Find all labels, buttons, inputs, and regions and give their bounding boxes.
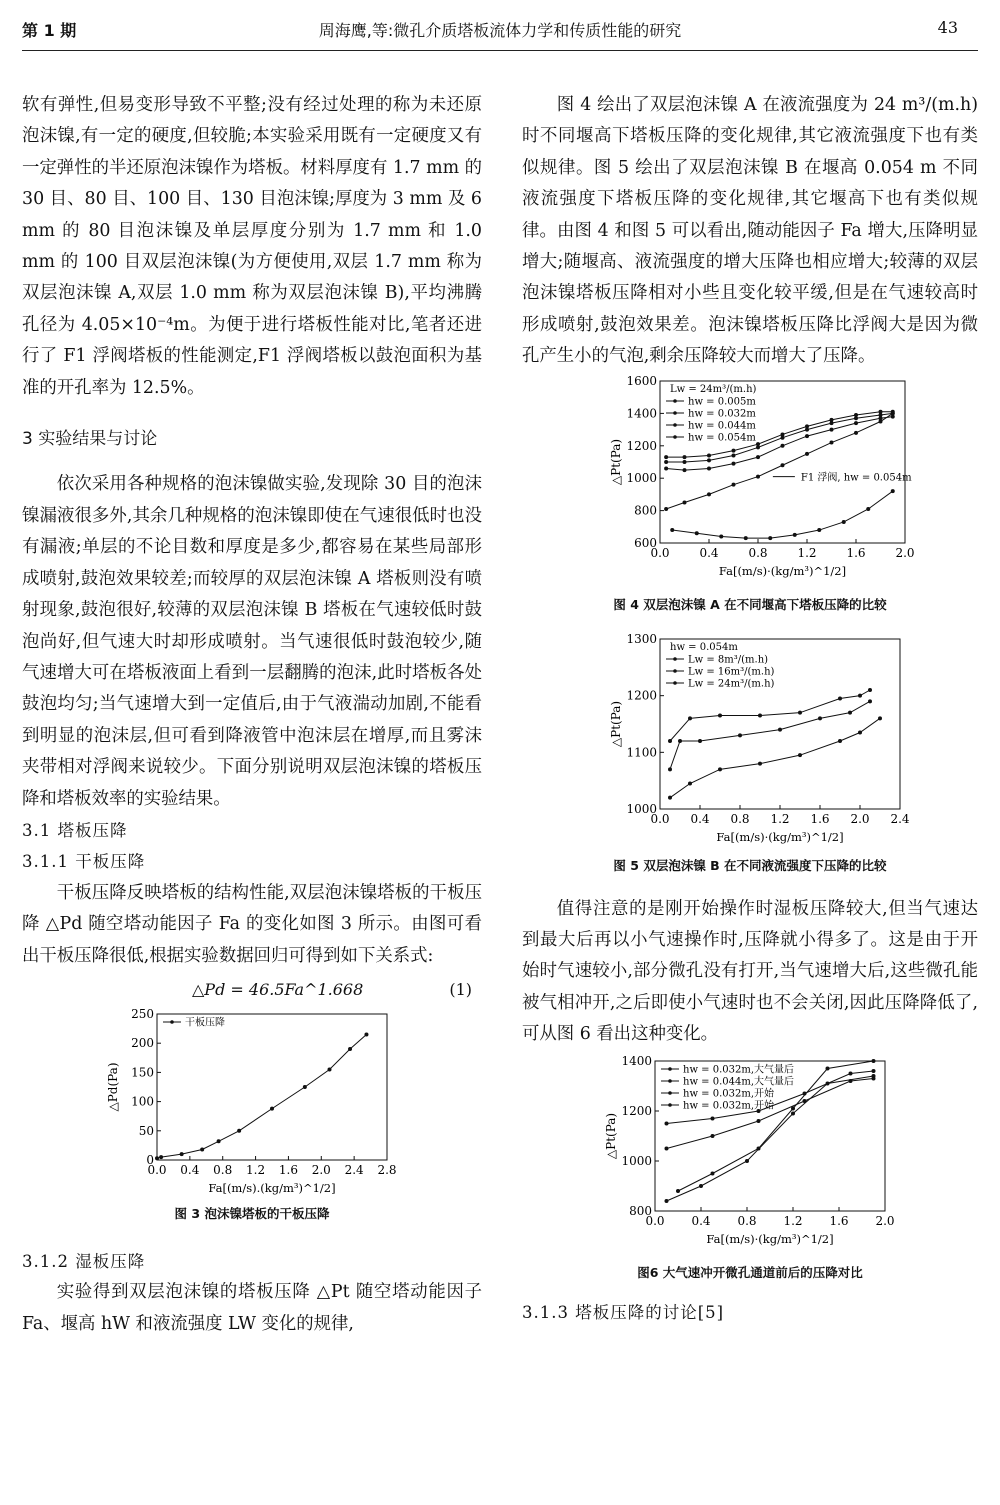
y-tick-label: 800: [634, 503, 657, 518]
subsection-heading: 3.1.3 塔板压降的讨论[5]: [522, 1302, 725, 1322]
x-tick-label: 2.0: [895, 545, 915, 560]
x-tick-label: 0.8: [737, 1213, 757, 1228]
paragraph: 图 4 绘出了双层泡沫镍 A 在液流强度为 24 m³/(m.h) 时不同堰高下塔板压降的变化规律,其它液流强度下也有类似规律。图 5 绘出了双层泡沫镍 B 在堰高 0.054 m 不同液流强度下塔板压降的变化规律,其它堰高下也有类似规律。由图 4 和图 5 可以看出,随动能因子 Fa 增大,压降明显增大;随堰高、液流强度的增大压降也相应增大;较薄的双层泡沫镍塔板压降相对小些且变化较平缓,但是在气速较高时形成喷射,鼓泡效果差。泡沫镍塔板压降比浮阀大是因为微孔产生小的气泡,剩余压降较大而增大了压降。: [522, 95, 978, 367]
data-point: [805, 434, 809, 438]
y-tick-label: 1100: [626, 744, 657, 759]
section-heading: 3 实验结果与讨论: [22, 429, 158, 450]
legend-marker: [668, 1079, 672, 1083]
figure-4-chart: [585, 373, 915, 593]
y-tick-label: 1300: [626, 631, 657, 646]
data-point: [805, 452, 809, 456]
x-tick-label: 0.0: [650, 545, 670, 560]
y-tick-label: 150: [131, 1065, 154, 1080]
data-point: [791, 1111, 795, 1115]
x-tick-label: 1.6: [829, 1213, 849, 1228]
data-point: [842, 520, 846, 524]
data-point: [768, 536, 772, 540]
data-point: [872, 1069, 876, 1073]
data-point: [793, 533, 797, 537]
x-tick-label: 2.8: [377, 1162, 397, 1177]
data-point: [303, 1085, 307, 1089]
data-point: [879, 409, 883, 413]
data-point: [683, 455, 687, 459]
data-point: [891, 489, 895, 493]
x-tick-label: 1.2: [770, 811, 790, 826]
y-tick-label: 1400: [626, 406, 657, 421]
equation-text: △Pd = 46.5Fa^1.668: [192, 979, 364, 999]
x-tick-label: 1.6: [846, 545, 866, 560]
data-point: [868, 688, 872, 692]
data-point: [798, 753, 802, 757]
data-point: [781, 463, 785, 467]
data-point: [818, 716, 822, 720]
data-point: [328, 1067, 332, 1071]
x-tick-label: 0.0: [650, 811, 670, 826]
y-axis-label: △Pt(Pa): [604, 1112, 618, 1159]
legend-marker: [673, 669, 677, 673]
data-point: [217, 1139, 221, 1143]
figure-caption: 图6 大气速冲开微孔通道前后的压降对比: [637, 1264, 863, 1280]
plot-frame: [157, 1014, 387, 1160]
y-tick-label: 100: [131, 1094, 154, 1109]
data-point: [826, 1066, 830, 1070]
data-point: [830, 440, 834, 444]
legend-label: hw = 0.032m: [688, 408, 756, 420]
y-tick-label: 1200: [621, 1103, 652, 1118]
data-point: [732, 461, 736, 465]
legend-marker: [673, 399, 677, 403]
x-tick-label: 2.4: [890, 811, 910, 826]
legend-label: Lw = 8m³/(m.h): [688, 654, 769, 666]
data-point: [848, 710, 852, 714]
data-point: [707, 458, 711, 462]
y-tick-label: 50: [138, 1123, 154, 1138]
figure-3-chart: [102, 1002, 402, 1202]
data-point: [756, 474, 760, 478]
legend-label: hw = 0.032m,开始: [683, 1100, 775, 1112]
data-point: [707, 466, 711, 470]
data-point: [817, 528, 821, 532]
issue-label: 第 1 期: [22, 21, 77, 40]
figure-caption: 图 4 双层泡沫镍 A 在不同堰高下塔板压降的比较: [613, 596, 887, 612]
y-tick-label: 1000: [626, 470, 657, 485]
data-point: [805, 424, 809, 428]
equation: [22, 972, 482, 1002]
figure-5-chart: [585, 629, 915, 854]
data-point: [665, 1199, 669, 1203]
data-point: [732, 453, 736, 457]
x-axis-label: Fa[(m/s)·(kg/m³)^1/2]: [716, 829, 844, 844]
data-point: [688, 781, 692, 785]
x-tick-label: 1.2: [246, 1162, 266, 1177]
data-point: [757, 1119, 761, 1123]
data-point: [830, 418, 834, 422]
subsection-heading: 3.1.1 干板压降: [22, 852, 146, 872]
data-point: [781, 443, 785, 447]
figure-caption: 图 3 泡沫镍塔板的干板压降: [174, 1205, 330, 1221]
data-point: [830, 427, 834, 431]
data-point: [744, 536, 748, 540]
data-point: [270, 1107, 274, 1111]
series-line: [672, 491, 893, 538]
x-tick-label: 0.4: [699, 545, 719, 560]
data-point: [745, 1159, 749, 1163]
data-point: [778, 727, 782, 731]
figure-3: [22, 1002, 482, 1224]
figure-caption: 图 5 双层泡沫镍 B 在不同液流强度下压降的比较: [613, 857, 887, 873]
data-point: [858, 730, 862, 734]
x-tick-label: 0.0: [645, 1213, 665, 1228]
series-line: [157, 1034, 366, 1158]
legend-marker: [668, 1103, 672, 1107]
legend-label: hw = 0.044m,大气量后: [683, 1076, 795, 1088]
data-point: [200, 1147, 204, 1151]
y-tick-label: 600: [634, 535, 657, 550]
header-rule: [22, 50, 978, 51]
x-axis-label: Fa[(m/s)·(kg/m³)^1/2]: [718, 563, 847, 578]
data-point: [678, 739, 682, 743]
legend-marker: [673, 411, 677, 415]
data-point: [683, 500, 687, 504]
x-tick-label: 2.0: [311, 1162, 331, 1177]
legend-marker: [668, 1091, 672, 1095]
running-title: 周海鹰,等:微孔介质塔板流体力学和传质性能的研究: [318, 21, 682, 40]
right-column: [522, 90, 978, 1328]
y-axis-label: △Pd(Pa): [106, 1062, 120, 1112]
data-point: [664, 466, 668, 470]
y-axis-label: △Pt(Pa): [609, 438, 623, 485]
subsection-heading: 3.1.2 湿板压降: [22, 1251, 146, 1271]
x-tick-label: 0.4: [180, 1162, 200, 1177]
data-point: [668, 767, 672, 771]
x-axis-label: Fa[(m/s).(kg/m³)^1/2]: [208, 1180, 336, 1195]
y-tick-label: 800: [629, 1203, 652, 1218]
data-point: [891, 411, 895, 415]
x-tick-label: 0.4: [691, 1213, 711, 1228]
data-point: [699, 1184, 703, 1188]
y-axis-label: △Pt(Pa): [609, 700, 623, 747]
data-point: [756, 442, 760, 446]
equation-number: (1): [449, 979, 472, 999]
legend-label: hw = 0.032m,开始: [683, 1088, 775, 1100]
y-tick-label: 200: [131, 1036, 154, 1051]
paragraph: 依次采用各种规格的泡沫镍做实验,发现除 30 目的泡沫镍漏液很多外,其余几种规格的泡沫镍即使在气速很低时也没有漏液;单层的不论目数和厚度是多少,都容易在某些局部形成喷射,鼓泡效果较差;而较厚的双层泡沫镍 A 塔板则没有喷射现象,鼓泡很好,较薄的双层泡沫镍 B 塔板在气速较低时鼓泡尚好,但气速大时却形成喷射。当气速很低时鼓泡较少,随气速增大可在塔板液面上看到一层翻腾的泡沫,此时塔板各处鼓泡均匀;当气速增大到一定值后,由于气液湍动加剧,不能看到明显的泡沫层,但可看到降液管中泡沫层在增厚,而且雾沫夹带相对浮阀来说较少。下面分别说明双层泡沫镍的塔板压降和塔板效率的实验结果。: [22, 474, 482, 809]
data-point: [732, 482, 736, 486]
x-tick-label: 1.6: [810, 811, 830, 826]
legend-label: hw = 0.044m: [688, 420, 756, 432]
data-point: [180, 1152, 184, 1156]
data-point: [664, 460, 668, 464]
y-tick-label: 1200: [626, 688, 657, 703]
x-tick-label: 0.8: [730, 811, 750, 826]
paragraph: 干板压降反映塔板的结构性能,双层泡沫镍塔板的干板压降 △Pd 随空塔动能因子 Fa 的变化如图 3 所示。由图可看出干板压降很低,根据实验数据回归可得到如下关系式:: [22, 882, 482, 966]
data-point: [683, 468, 687, 472]
data-point: [668, 739, 672, 743]
x-axis-label: Fa[(m/s)·(kg/m³)^1/2]: [706, 1231, 834, 1246]
data-point: [698, 739, 702, 743]
data-point: [791, 1106, 795, 1110]
legend-label: Lw = 24m³/(m.h): [688, 678, 775, 690]
data-point: [664, 507, 668, 511]
legend-marker: [673, 435, 677, 439]
data-point: [798, 710, 802, 714]
data-point: [711, 1116, 715, 1120]
data-point: [237, 1129, 241, 1133]
data-point: [732, 448, 736, 452]
legend-label: hw = 0.032m,大气量后: [683, 1064, 795, 1076]
legend-label: 干板压降: [185, 1017, 225, 1029]
x-tick-label: 0.4: [690, 811, 710, 826]
paragraph: 软有弹性,但易变形导致不平整;没有经过处理的称为未还原泡沫镍,有一定的硬度,但较脆;本实验采用既有一定硬度又有一定弹性的半还原泡沫镍作为塔板。材料厚度有 1.7 mm 的 30 目、80 目、100 目、130 目泡沫镍;厚度为 3 mm 及 6 mm 的 80 目泡沫镍及单层厚度分别为 1.7 mm 和 1.0 mm 的 100 目双层泡沫镍(为方便使用,双层 1.7 mm 称为双层泡沫镍 A,双层 1.0 mm 称为双层泡沫镍 B),平均沸腾孔径为 4.05×10⁻⁴m。为便于进行塔板性能对比,笔者还进行了 F1 浮阀塔板的性能测定,F1 浮阀塔板以鼓泡面积为基准的开孔率为 12.5%。: [22, 95, 482, 398]
y-tick-label: 0: [146, 1152, 154, 1167]
x-tick-label: 2.4: [344, 1162, 364, 1177]
data-point: [872, 1059, 876, 1063]
data-point: [719, 534, 723, 538]
data-point: [872, 1074, 876, 1078]
subsection-heading: 3.1 塔板压降: [22, 820, 128, 840]
data-point: [878, 716, 882, 720]
legend-marker: [673, 681, 677, 685]
page-header: [22, 10, 978, 50]
data-point: [838, 696, 842, 700]
x-tick-label: 0.0: [147, 1162, 167, 1177]
figure-6-chart: [595, 1051, 905, 1261]
x-tick-label: 2.0: [875, 1213, 895, 1228]
legend-marker: [170, 1020, 174, 1024]
data-point: [758, 713, 762, 717]
left-column: [22, 90, 482, 1340]
data-point: [826, 1081, 830, 1085]
legend-label: hw = 0.054m: [688, 432, 756, 444]
figure-5: [522, 629, 978, 876]
y-tick-label: 1000: [621, 1153, 652, 1168]
data-point: [718, 767, 722, 771]
legend-marker: [673, 423, 677, 427]
x-tick-label: 1.2: [783, 1213, 803, 1228]
data-point: [364, 1032, 368, 1036]
y-tick-label: 1600: [626, 373, 657, 388]
data-point: [670, 528, 674, 532]
legend-title: Lw = 24m³/(m.h): [670, 383, 757, 395]
data-point: [688, 716, 692, 720]
legend-label: F1 浮阀, hw = 0.054m: [800, 472, 912, 484]
figure-4: [522, 373, 978, 615]
data-point: [711, 1171, 715, 1175]
data-point: [858, 693, 862, 697]
y-tick-label: 1400: [621, 1053, 652, 1068]
y-tick-label: 250: [131, 1006, 154, 1021]
x-tick-label: 0.8: [748, 545, 768, 560]
data-point: [668, 795, 672, 799]
legend-label: Lw = 16m³/(m.h): [688, 666, 775, 678]
y-tick-label: 1000: [626, 801, 657, 816]
data-point: [738, 733, 742, 737]
data-point: [707, 453, 711, 457]
data-point: [758, 761, 762, 765]
data-point: [665, 1121, 669, 1125]
data-point: [854, 413, 858, 417]
data-point: [695, 531, 699, 535]
legend-label: hw = 0.005m: [688, 396, 756, 408]
figure-6: [522, 1051, 978, 1283]
data-point: [676, 1189, 680, 1193]
data-point: [683, 460, 687, 464]
x-tick-label: 1.6: [278, 1162, 298, 1177]
data-point: [756, 455, 760, 459]
data-point: [757, 1146, 761, 1150]
paragraph: 值得注意的是刚开始操作时湿板压降较大,但当气速达到最大后再以小气速操作时,压降就小得多了。这是由于开始时气速较小,部分微孔没有打开,当气速增大后,这些微孔能被气相冲开,之后即使小气速时也不会关闭,因此压降降低了,可从图 6 看出这种变化。: [522, 898, 978, 1045]
x-tick-label: 0.8: [213, 1162, 233, 1177]
data-point: [159, 1155, 163, 1159]
page-number: 43: [937, 18, 958, 37]
data-point: [838, 739, 842, 743]
data-point: [868, 699, 872, 703]
data-point: [849, 1071, 853, 1075]
legend-marker: [668, 1067, 672, 1071]
data-point: [854, 421, 858, 425]
data-point: [854, 430, 858, 434]
data-point: [879, 419, 883, 423]
data-point: [781, 432, 785, 436]
data-point: [707, 492, 711, 496]
x-tick-label: 1.2: [797, 545, 817, 560]
data-point: [718, 713, 722, 717]
x-tick-label: 2.0: [850, 811, 870, 826]
data-point: [866, 507, 870, 511]
data-point: [155, 1156, 159, 1160]
data-point: [665, 1146, 669, 1150]
legend-title: hw = 0.054m: [670, 641, 738, 653]
data-point: [711, 1134, 715, 1138]
paragraph: 实验得到双层泡沫镍的塔板压降 △Pt 随空塔动能因子 Fa、堰高 hW 和液流强度 LW 变化的规律,: [22, 1282, 482, 1334]
data-point: [664, 455, 668, 459]
y-tick-label: 1200: [626, 438, 657, 453]
series-line: [670, 701, 870, 769]
data-point: [348, 1047, 352, 1051]
legend-marker: [673, 657, 677, 661]
